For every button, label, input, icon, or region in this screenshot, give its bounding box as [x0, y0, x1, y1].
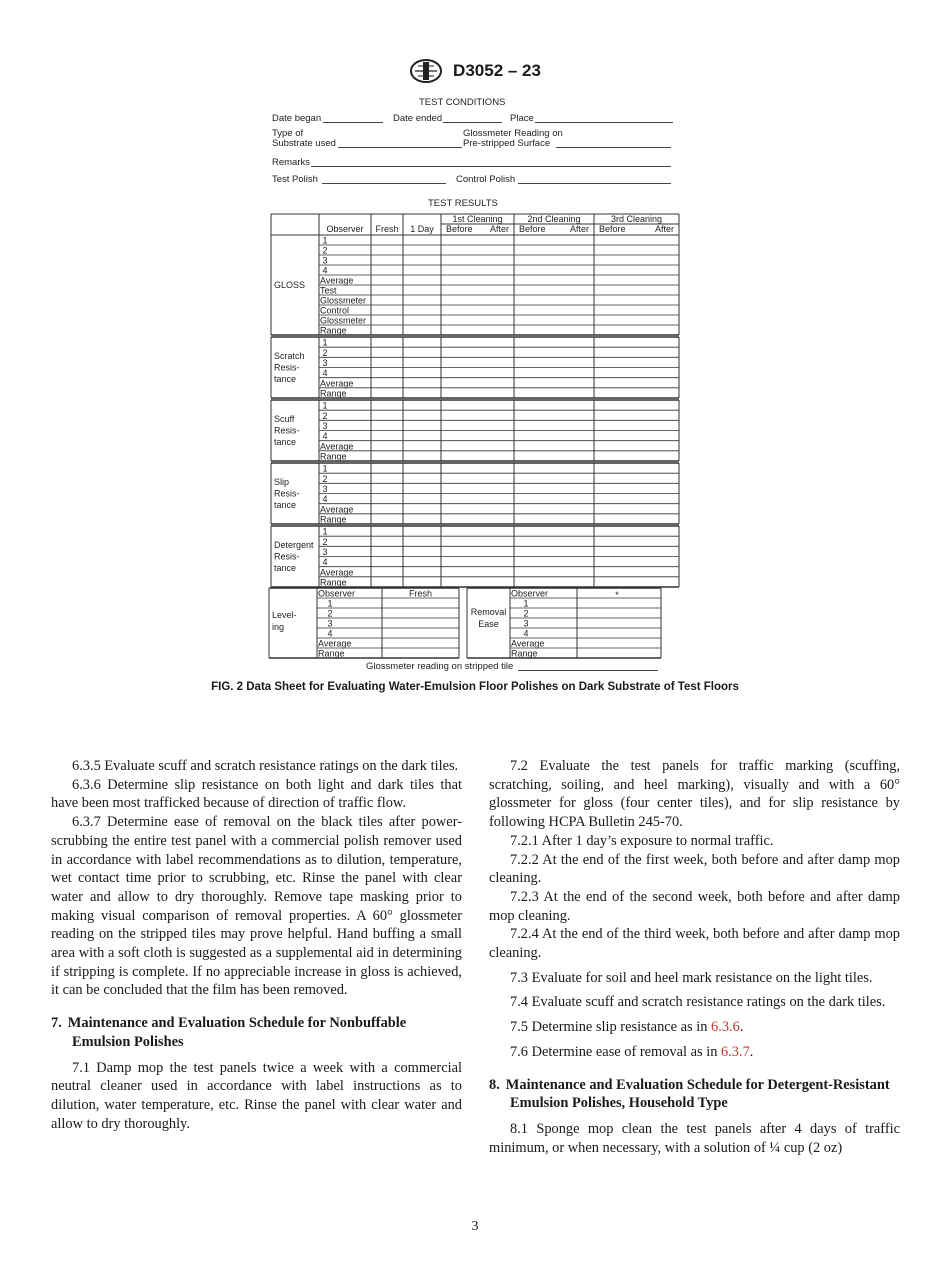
- para-8-1: 8.1 Sponge mop clean the test panels after 4 days of traffic minimum, or when necessary, with a solution of ¼ cup (2 oz): [489, 1120, 900, 1156]
- para-7-1: 7.1 Damp mop the test panels twice a week with a commercial neutral cleaner used in accordance with label instructions as to dilution, water temperature, etc. Rinse the panel with clear water and allow to dry thoroughly.: [51, 1059, 462, 1132]
- removal-row-label: 3: [523, 618, 529, 629]
- para-7-2-2: 7.2.2 At the end of the first week, both before and after damp mop cleaning.: [489, 851, 900, 887]
- figure-caption: FIG. 2 Data Sheet for Evaluating Water-Emulsion Floor Polishes on Dark Substrate of Test Floors: [211, 681, 739, 693]
- para-6-3-5: 6.3.5 Evaluate scuff and scratch resistance ratings on the dark tiles.: [72, 758, 459, 774]
- row-label: Glossmeter: [320, 295, 367, 306]
- leveling-fresh-header: Fresh: [408, 588, 433, 599]
- row-label: 4: [322, 265, 328, 276]
- pre-stripped-label: Pre-stripped Surface: [463, 138, 551, 149]
- section-label: Detergent: [274, 540, 314, 550]
- section-8-number: 8.: [489, 1076, 500, 1093]
- leveling-row-label: Observer: [318, 588, 356, 599]
- row-label: Control: [320, 305, 350, 316]
- row-label: 1: [322, 400, 328, 411]
- header-before: Before: [446, 224, 473, 234]
- section-label: Slip: [274, 477, 290, 487]
- section-label: tance: [274, 563, 297, 573]
- right-column: [489, 757, 900, 1157]
- removal-star-header: *: [615, 590, 619, 600]
- row-label: Test: [320, 285, 337, 296]
- remarks-label: Remarks: [272, 157, 311, 168]
- row-label: Range: [320, 388, 347, 399]
- removal-row-label: 1: [523, 598, 529, 609]
- row-label: 4: [322, 557, 328, 568]
- document-id: D3052 – 23: [453, 61, 541, 80]
- header-3rd-cleaning: 3rd Cleaning: [610, 214, 663, 224]
- header-after: After: [654, 224, 674, 234]
- type-of-label: Type of: [272, 128, 304, 139]
- row-label: Range: [320, 325, 347, 336]
- para-6-3-6: 6.3.6 Determine slip resistance on both light and dark tiles that have been most trafficked because of direction of traffic flow.: [51, 776, 462, 812]
- removal-row-label: Observer: [511, 588, 549, 599]
- leveling-row-label: 4: [327, 628, 333, 639]
- row-label: 1: [322, 463, 328, 474]
- header-2nd-cleaning: 2nd Cleaning: [527, 214, 581, 224]
- section-label: Resis-: [274, 425, 300, 436]
- place-label: Place: [510, 113, 534, 124]
- para-7-2-3: 7.2.3 At the end of the second week, both before and after damp mop cleaning.: [489, 888, 900, 924]
- row-label: Range: [320, 451, 347, 462]
- para-7-2-4: 7.2.4 At the end of the third week, both before and after damp mop cleaning.: [489, 926, 900, 962]
- date-ended-label: Date ended: [393, 113, 443, 124]
- row-label: 3: [322, 255, 328, 266]
- row-label: 2: [322, 245, 328, 256]
- page-number: 3: [471, 1219, 479, 1234]
- row-label: Glossmeter: [320, 315, 367, 326]
- leveling-row-label: 1: [327, 598, 333, 609]
- stripped-tile-line: [518, 670, 658, 671]
- leveling-label: ing: [272, 622, 285, 632]
- section-7-heading: [51, 1014, 462, 1051]
- header-before: Before: [519, 224, 546, 234]
- para-7-5: 7.5 Determine slip resistance as in 6.3.6.: [510, 1019, 744, 1036]
- section-8-heading: [489, 1076, 900, 1113]
- substrate-used-label: Substrate used: [272, 138, 336, 149]
- test-results-title: TEST RESULTS: [428, 198, 498, 209]
- removal-row-label: 4: [523, 628, 529, 639]
- row-label: 3: [322, 358, 328, 368]
- removal-row-label: Range: [511, 648, 538, 659]
- para-7-6-text: 7.6 Determine ease of removal as in: [510, 1043, 718, 1060]
- para-7-3: 7.3 Evaluate for soil and heel mark resistance on the light tiles.: [510, 969, 873, 986]
- row-label: 2: [322, 347, 328, 358]
- row-label: 3: [322, 421, 328, 431]
- removal-label: Ease: [478, 619, 499, 629]
- row-label: 2: [322, 536, 328, 547]
- section-label: Scuff: [274, 414, 295, 424]
- test-polish-label: Test Polish: [272, 174, 318, 185]
- removal-label: Removal: [470, 607, 507, 617]
- link-6-3-6[interactable]: 6.3.6: [711, 1019, 740, 1036]
- control-polish-label: Control Polish: [456, 174, 516, 185]
- para-7-2: 7.2 Evaluate the test panels for traffic marking (scuffing, scratching, soiling, and heel marking), visually and with a 60° glossmeter for gloss (four center tiles), and for slip resistance by following HCPA Bulletin 245-70.: [489, 758, 900, 831]
- row-label: Average: [320, 441, 354, 452]
- row-label: 4: [322, 431, 328, 442]
- row-label: 4: [322, 368, 328, 379]
- leveling-row-label: Average: [318, 638, 352, 649]
- header-fresh: Fresh: [375, 224, 399, 234]
- row-label: 1: [322, 526, 328, 537]
- section-label: Scratch: [274, 351, 305, 361]
- row-label: 1: [322, 235, 328, 246]
- section-7-title: Maintenance and Evaluation Schedule for Nonbuffable Emulsion Polishes: [67, 1015, 407, 1050]
- para-7-4: 7.4 Evaluate scuff and scratch resistance ratings on the dark tiles.: [510, 994, 886, 1011]
- row-label: 4: [322, 494, 328, 505]
- stripped-tile-label: Glossmeter reading on stripped tile: [366, 661, 514, 672]
- header-after: After: [569, 224, 589, 234]
- leveling-label: Level-: [272, 610, 297, 620]
- section-8-title: Maintenance and Evaluation Schedule for Detergent-Resistant Emulsion Polishes, Household Type: [505, 1076, 890, 1112]
- para-6-3-7: 6.3.7 Determine ease of removal on the black tiles after power-scrubbing the entire test panel with a commercial polish remover used in accordance with label recommendations as to dilution, temperature, wet contact time prior to scrubbing, etc. Rinse the panel with clear water and allow to dry thoroughly. Remove tape masking prior to making visual comparison of removal properties. A 60° glossmeter reading on the stripped tiles may prove helpful. Hand buffing a small area with a soft cloth is suggested as a supplemental aid in determining if stripping is complete. If no appreciable increase in gloss is achieved, it can be concluded that the film has been removed.: [51, 814, 462, 999]
- row-label: 1: [322, 337, 328, 348]
- row-label: Range: [320, 514, 347, 525]
- section-label: tance: [274, 500, 297, 510]
- section-label: tance: [274, 374, 297, 384]
- row-label: 3: [322, 484, 328, 494]
- row-label: Average: [320, 275, 354, 286]
- test-conditions-title: TEST CONDITIONS: [419, 97, 506, 108]
- section-label: tance: [274, 437, 297, 447]
- row-label: Average: [320, 378, 354, 389]
- section-label: Resis-: [274, 551, 300, 562]
- section-label: Resis-: [274, 362, 300, 373]
- para-7-2-1: 7.2.1 After 1 day’s exposure to normal traffic.: [510, 832, 774, 849]
- leveling-row-label: 2: [327, 608, 333, 619]
- row-label: 2: [322, 473, 328, 484]
- leveling-row-label: 3: [327, 618, 333, 629]
- para-7-5-text: 7.5 Determine slip resistance as in: [510, 1019, 708, 1036]
- header-1st-cleaning: 1st Cleaning: [452, 214, 503, 224]
- header-before: Before: [599, 224, 626, 234]
- header-after: After: [489, 224, 509, 234]
- row-label: 2: [322, 410, 328, 421]
- date-began-label: Date began: [272, 113, 322, 124]
- leveling-row-label: Range: [318, 648, 345, 659]
- row-label: Average: [320, 504, 354, 515]
- removal-row-label: 2: [523, 608, 529, 619]
- section-7-number: 7.: [51, 1015, 62, 1032]
- header-observer: Observer: [326, 224, 364, 234]
- para-7-6: 7.6 Determine ease of removal as in 6.3.7.: [510, 1043, 754, 1060]
- glossmeter-reading-label: Glossmeter Reading on: [463, 128, 563, 139]
- header-1-day: 1 Day: [410, 224, 434, 234]
- section-label: GLOSS: [274, 280, 306, 290]
- removal-row-label: Average: [511, 638, 545, 649]
- link-6-3-7[interactable]: 6.3.7: [721, 1043, 750, 1060]
- row-label: Average: [320, 567, 354, 578]
- section-label: Resis-: [274, 488, 300, 499]
- row-label: Range: [320, 577, 347, 588]
- left-column: [51, 757, 462, 1133]
- row-label: 3: [322, 547, 328, 557]
